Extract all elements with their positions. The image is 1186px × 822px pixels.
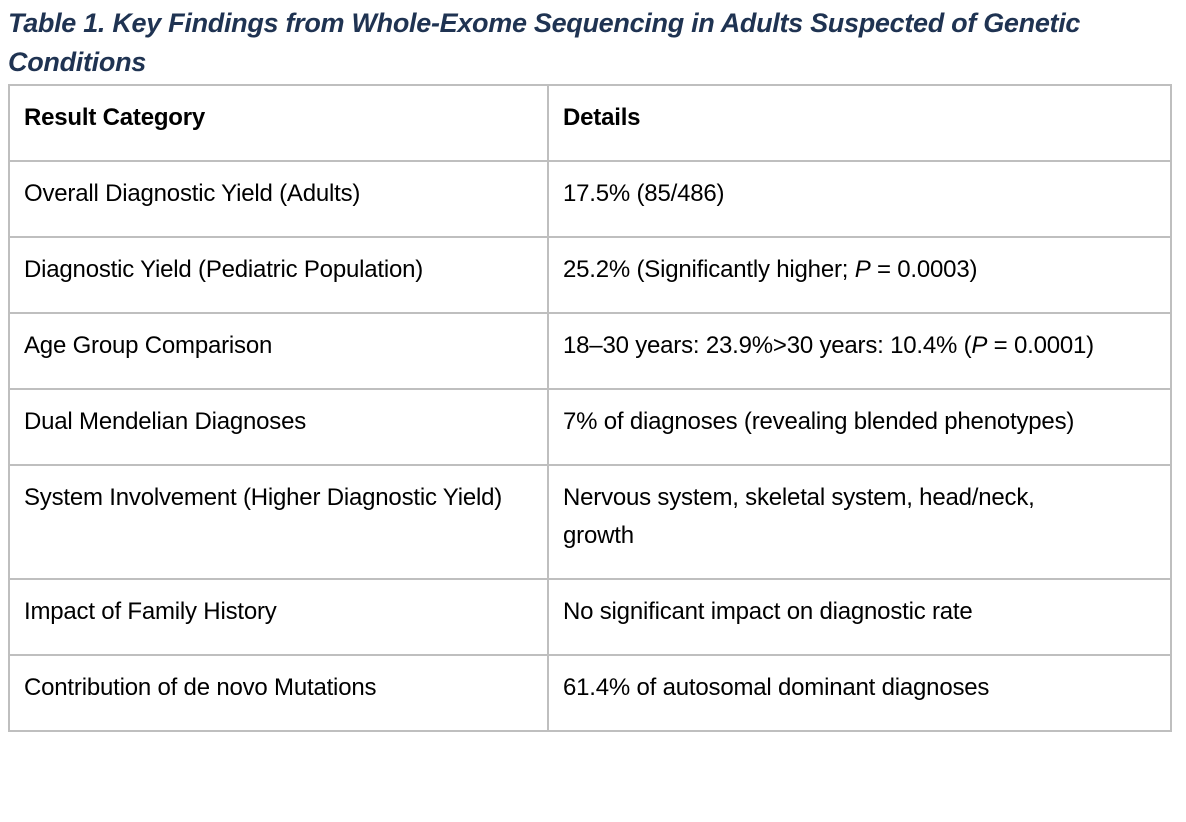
table-row [9,161,1171,237]
italic-text-segment: P [854,256,871,283]
details-cell [548,655,1171,731]
text-segment: No significant impact on diagnostic rate [563,598,973,625]
findings-table [8,84,1172,732]
category-cell: Dual Mendelian Diagnoses [9,389,548,465]
table-row [9,465,1171,579]
text-segment: = 0.0003) [870,256,978,283]
details-cell [548,389,1171,465]
category-cell: Diagnostic Yield (Pediatric Population) [9,237,548,313]
table-row [9,237,1171,313]
category-cell: Overall Diagnostic Yield (Adults) [9,161,548,237]
details-cell [548,313,1171,389]
header-row [9,85,1171,161]
text-segment: Nervous system, skeletal system, head/neck, growth [563,484,1035,549]
table-row [9,579,1171,655]
table-row [9,655,1171,731]
category-cell: Impact of Family History [9,579,548,655]
details-cell [548,161,1171,237]
category-cell: System Involvement (Higher Diagnostic Yield) [9,465,548,579]
details-cell [548,579,1171,655]
table-row [9,389,1171,465]
text-segment: 18–30 years: 23.9%>30 years: 10.4% ( [563,332,972,359]
italic-text-segment: P [971,332,988,359]
details-cell [548,465,1171,579]
details-cell [548,237,1171,313]
header-cell-result-category: Result Category [9,85,548,161]
text-segment: 61.4% of autosomal dominant diagnoses [563,674,990,701]
table-title: Table 1. Key Findings from Whole-Exome Sequencing in Adults Suspected of Genetic Conditions [8,8,1081,77]
category-cell: Age Group Comparison [9,313,548,389]
category-cell: Contribution of de novo Mutations [9,655,548,731]
text-segment: = 0.0001) [987,332,1094,359]
text-segment: 7% of diagnoses (revealing blended phenotypes) [563,408,1075,435]
text-segment: 17.5% (85/486) [563,180,725,207]
table-body [9,161,1171,731]
table-row [9,313,1171,389]
header-cell-details: Details [548,85,1171,161]
text-segment: 25.2% (Significantly higher; [563,256,855,283]
